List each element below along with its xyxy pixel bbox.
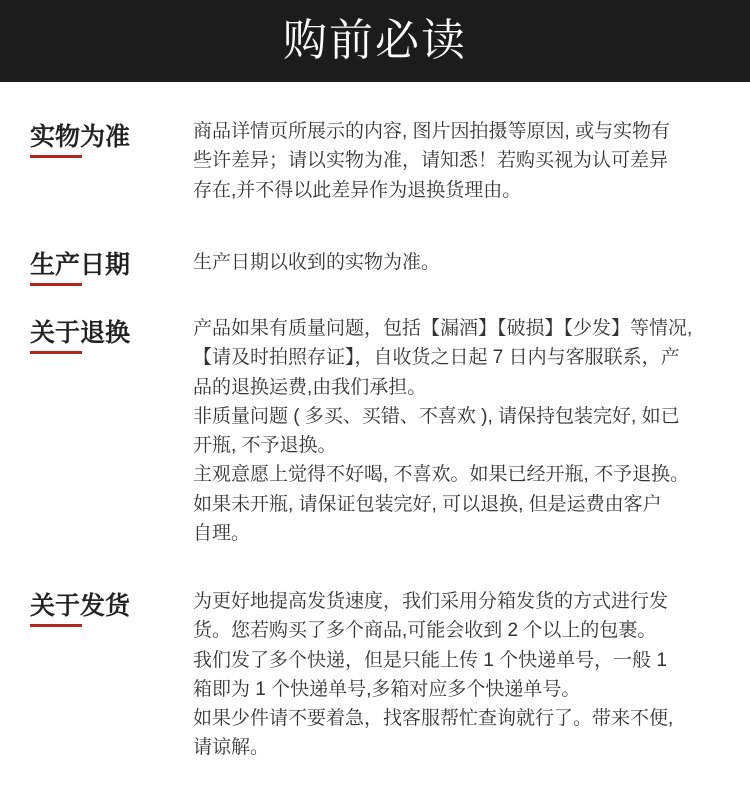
body-line: 如果未开瓶, 请保证包装完好, 可以退换, 但是运费由客户: [193, 493, 662, 515]
body-line: 为更好地提高发货速度，我们采用分箱发货的方式进行发: [193, 591, 669, 612]
body-line: 开瓶, 不予退换。: [193, 435, 337, 457]
header-banner: [0, 0, 750, 82]
section-body: [193, 587, 728, 763]
body-line: 箱即为 1 个快递单号,多箱对应多个快递单号。: [193, 678, 581, 700]
section-heading: 实物为准: [30, 123, 131, 151]
body-line: 请谅解。: [193, 737, 270, 759]
body-line: 产品如果有质量问题，包括【漏酒】【破损】【少发】等情况,: [193, 318, 693, 339]
section-body: [193, 314, 728, 548]
heading-underline: [30, 155, 82, 158]
body-line: 些许差异；请以实物为准，请知悉！若购买视为认可差异: [193, 150, 669, 172]
body-line: 主观意愿上觉得不好喝, 不喜欢。如果已经开瓶, 不予退换。: [193, 464, 690, 486]
body-line: 品的退换运费,由我们承担。: [193, 376, 427, 398]
heading-underline: [30, 624, 82, 627]
body-line: 我们发了多个快递，但是只能上传 1 个快递单号，一般 1: [193, 649, 667, 671]
body-line: 货。您若购买了多个商品,可能会收到 2 个以上的包裹。: [193, 620, 657, 642]
section-heading: 关于退换: [30, 319, 131, 347]
section-heading: 生产日期: [30, 251, 131, 279]
body-line: 存在,并不得以此差异作为退换货理由。: [193, 179, 522, 201]
heading-underline: [30, 283, 82, 286]
body-line: 非质量问题 ( 多买、买错、不喜欢 ), 请保持包装完好, 如已: [193, 405, 680, 427]
heading-underline: [30, 351, 82, 354]
section-heading: 关于发货: [30, 592, 131, 620]
section-body: [193, 117, 728, 205]
page-title: 购前必读: [283, 16, 467, 65]
body-line: 【请及时拍照存证】，自收货之日起 7 日内与客服联系，产: [193, 347, 680, 369]
body-line: 生产日期以收到的实物为准。: [193, 252, 441, 273]
section-body: [193, 248, 728, 277]
body-line: 商品详情页所展示的内容, 图片因拍摄等原因, 或与实物有: [193, 121, 671, 142]
body-line: 自理。: [193, 523, 251, 545]
body-line: 如果少件请不要着急，找客服帮忙查询就行了。带来不便,: [193, 708, 674, 730]
